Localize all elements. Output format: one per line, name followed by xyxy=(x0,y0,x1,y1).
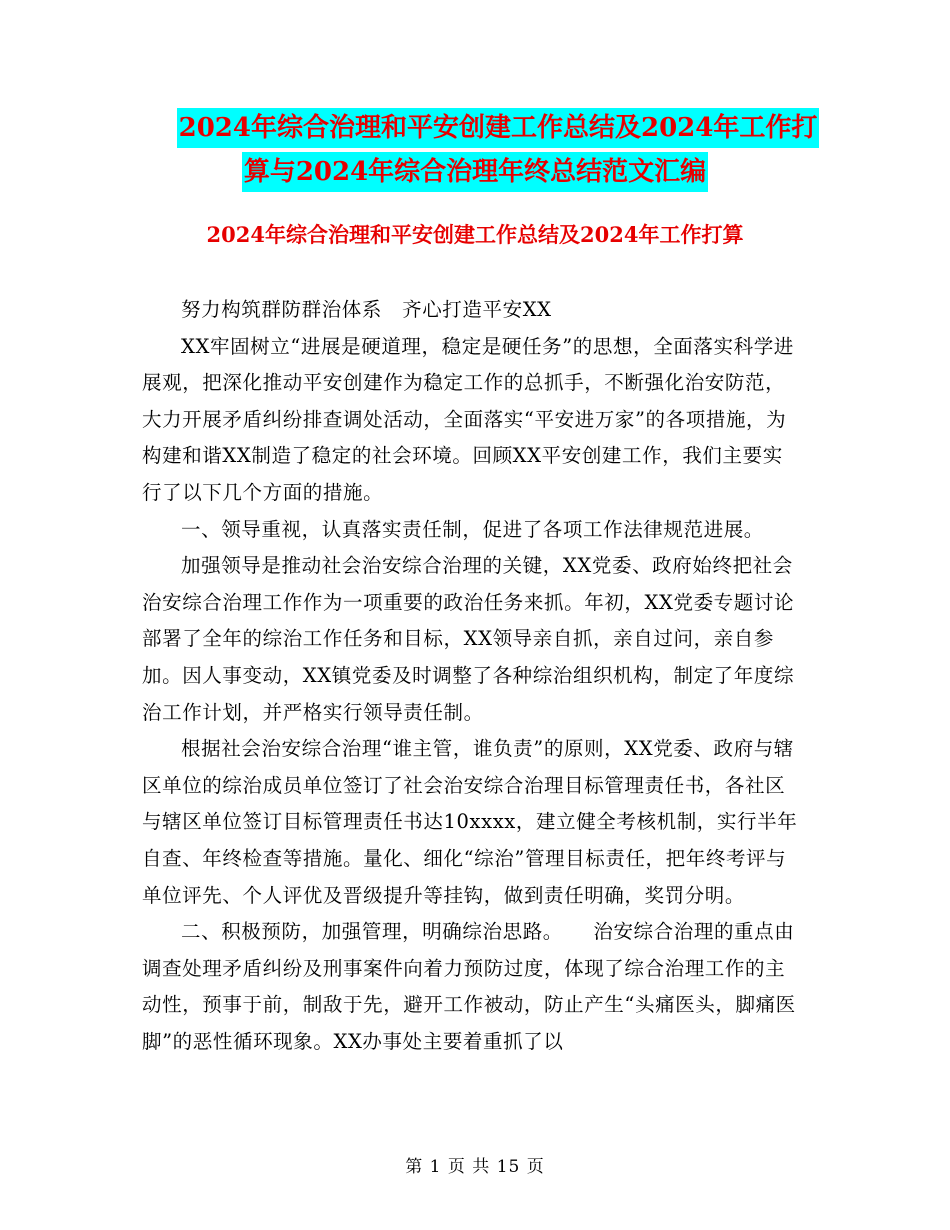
title-line-1: 2024年综合治理和平安创建工作总结及2024年工作打 xyxy=(177,108,820,148)
paragraph: 努力构筑群防群治体系 齐心打造平安XX xyxy=(181,298,552,321)
section-heading: 2024年综合治理和平安创建工作总结及2024年工作打算 xyxy=(206,222,744,247)
paragraph: 一、领导重视，认真落实责任制，促进了各项工作法律规范进展。 xyxy=(181,517,764,541)
paragraph: 根据社会治安综合治理“谁主管，谁负责”的原则，XX党委、政府与辖区单位的综治成员单位签订了社会治安综合治理目标管理责任书，各社区与辖区单位签订目标管理责任书达10xxxx，建立健全考核机制，实行半年自查、年终检查等措施。量化、细化“综治”管理目标责任，把年终考评与单位评先、个人评优及晋级提升等挂钩，做到责任明确，奖罚分明。 xyxy=(142,737,798,907)
document-title xyxy=(0,108,950,192)
page-footer: 第 1 页 共 15 页 xyxy=(405,1157,545,1177)
paragraph: 二、积极预防，加强管理，明确综治思路。 治安综合治理的重点由调查处理矛盾纠纷及刑事案件向着力预防过度，体现了综合治理工作的主动性，预事于前，制敌于先，避开工作被动，防止产生“头痛医头，脚痛医脚”的恶性循环现象。XX办事处主要着重抓了以 xyxy=(142,920,796,1053)
paragraph: 加强领导是推动社会治安综合治理的关键，XX党委、政府始终把社会治安综合治理工作作为一项重要的政治任务来抓。年初，XX党委专题讨论部署了全年的综治工作任务和目标，XX领导亲自抓，亲自过问，亲自参加。因人事变动，XX镇党委及时调整了各种综治组织机构，制定了年度综治工作计划，并严格实行领导责任制。 xyxy=(142,554,795,724)
paragraph: XX牢固树立“进展是硬道理，稳定是硬任务”的思想，全面落实科学进展观，把深化推动平安创建作为稳定工作的总抓手，不断强化治安防范，大力开展矛盾纠纷排查调处活动，全面落实“平安进万家”的各项措施，为构建和谐XX制造了稳定的社会环境。回顾XX平安创建工作，我们主要实行了以下几个方面的措施。 xyxy=(142,334,794,504)
document-body xyxy=(142,292,802,1060)
title-line-2: 算与2024年综合治理年终总结范文汇编 xyxy=(242,152,708,192)
